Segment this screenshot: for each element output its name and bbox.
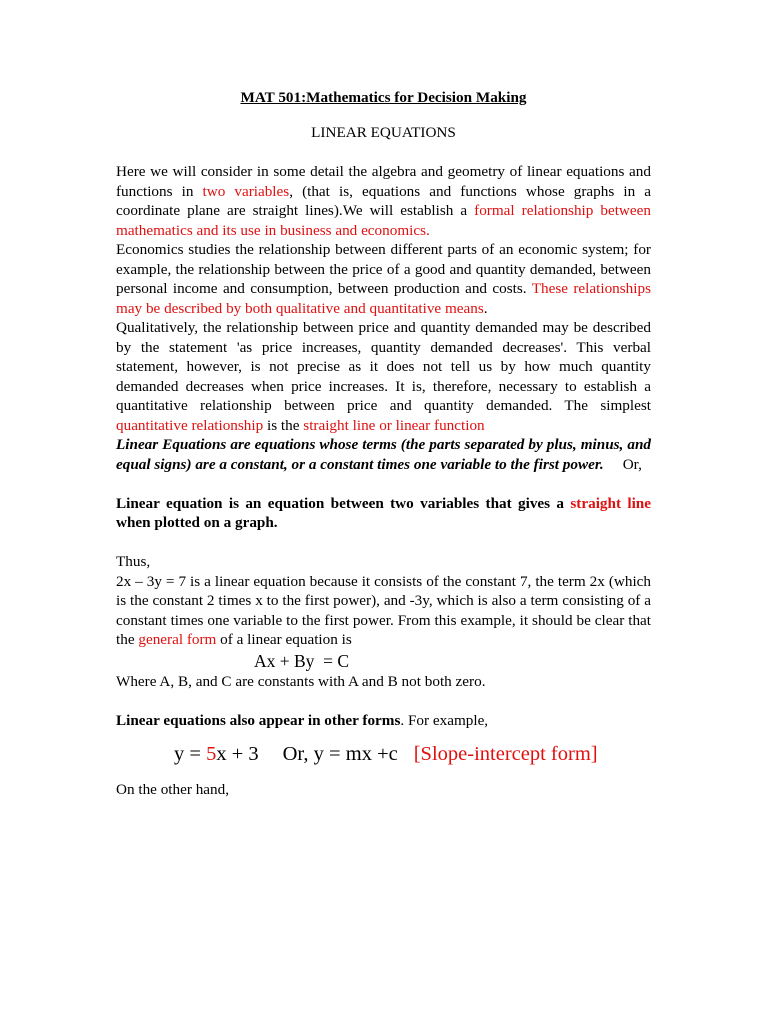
economics-text-2: . [483, 299, 488, 317]
document-page [116, 88, 651, 800]
paragraph-other-hand: On the other hand, [116, 781, 230, 798]
paragraph-economics [116, 240, 651, 318]
paragraph-example [116, 572, 651, 650]
eq-general: Or, y = mx +c [282, 743, 398, 765]
intro-text-2: , (that is, equations and functions whose graphs in a coordinate plane are straight lines).We will establish a [116, 182, 651, 219]
definition-text: Linear Equations are equations whose terms (the parts separated by plus, minus, and equal signs) are a constant, or a constant times one variable to the first power. [116, 436, 651, 473]
document-title: MAT 501:Mathematics for Decision Making [240, 89, 527, 106]
highlight-formal-relationship: formal relationship between mathematics and its use in business and economics. [116, 202, 651, 239]
eq-part-1: y = [174, 743, 207, 765]
qualitative-text-2: is the [263, 416, 304, 434]
general-form-formula: Ax + By = C [254, 650, 350, 671]
economics-text-1: Economics studies the relationship between different parts of an economic system; for example, the relationship between the price of a good and quantity demanded, between personal income and consumption, between production and costs. [116, 241, 651, 297]
highlight-relationships: These relationships may be described by both qualitative and quantitative means [116, 280, 651, 317]
linear-eq-text-1: Linear equation is an equation between two variables that gives a [116, 494, 571, 512]
definition-or: Or, [603, 455, 642, 473]
other-forms-text: . For example, [400, 711, 489, 729]
highlight-straight-line: straight line or linear function [303, 416, 485, 434]
paragraph-where: Where A, B, and C are constants with A and B not both zero. [116, 672, 486, 690]
section-heading: LINEAR EQUATIONS [311, 123, 456, 141]
highlight-quantitative-relationship: quantitative relationship [116, 416, 264, 434]
paragraph-thus: Thus, [116, 553, 151, 570]
eq-label: [Slope-intercept form] [413, 743, 598, 765]
highlight-two-variables: two variables [202, 182, 290, 200]
paragraph-definition [116, 435, 651, 474]
eq-coefficient: 5 [206, 743, 217, 765]
spacer [116, 691, 651, 711]
spacer [116, 474, 651, 494]
intro-text-1: Here we will consider in some detail the algebra and geometry of linear equations and functions in [116, 163, 651, 200]
spacer [116, 533, 651, 553]
qualitative-text-1: Qualitatively, the relationship between price and quantity demanded may be described by the statement 'as price increases, quantity demanded decreases'. This verbal statement, however, is not precise as it does not tell us by how much quantity demanded decreases when price increases. It is, therefore, necessary to establish a quantitative relationship between price and quantity demanded. The simplest [116, 319, 651, 414]
paragraph-qualitative [116, 318, 651, 435]
highlight-general-form: general form [138, 631, 217, 648]
example-text-2: of a linear equation is [216, 631, 352, 648]
highlight-straight-line-2: straight line [570, 494, 651, 512]
slope-intercept-equation [116, 740, 651, 768]
paragraph-intro [116, 162, 651, 240]
other-forms-bold: Linear equations also appear in other forms [116, 711, 401, 729]
example-text-1: 2x – 3y = 7 is a linear equation because it consists of the constant 7, the term 2x (which is the constant 2 times x to the first power), and -3y, which is also a term consisting of a constant times one variable to the first power. From this example, it should be clear that the [116, 572, 651, 648]
paragraph-other-forms [116, 711, 651, 731]
eq-part-2: x + 3 [216, 743, 259, 765]
linear-eq-text-2: when plotted on a graph. [116, 514, 278, 531]
paragraph-linear-equation [116, 494, 651, 533]
